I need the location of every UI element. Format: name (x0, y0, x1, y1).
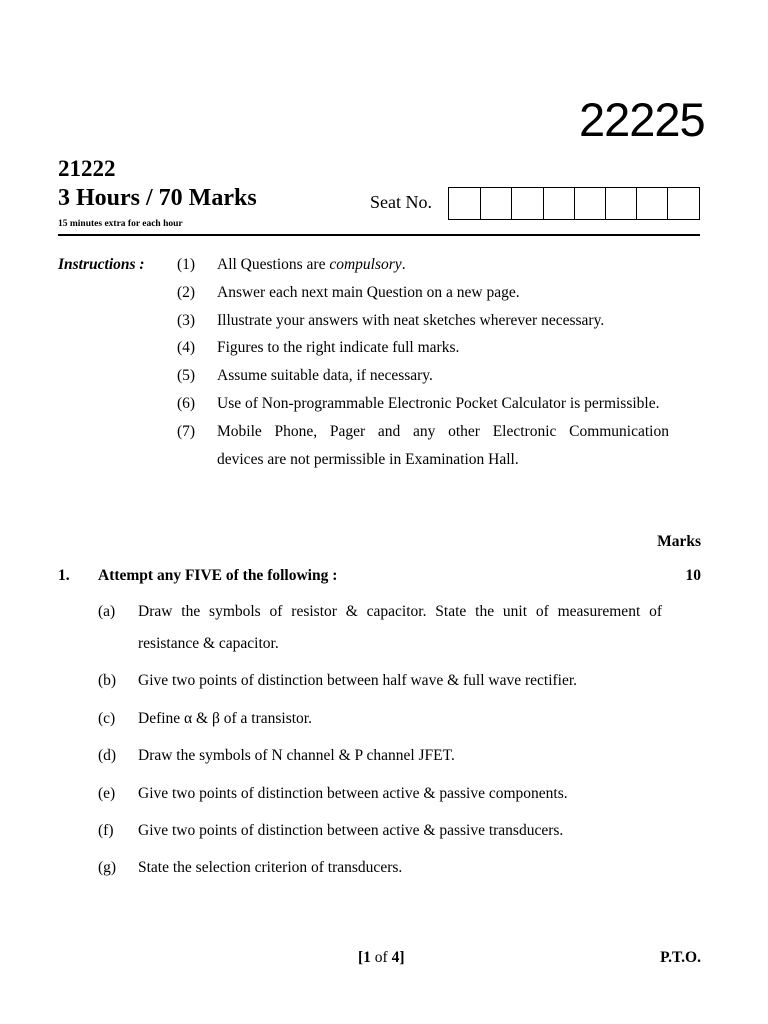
sub-question-text: Define α & β of a transistor. (138, 710, 312, 727)
sub-question-label: (e) (98, 785, 116, 802)
sub-question-label: (g) (98, 859, 117, 876)
instruction-text: Assume suitable data, if necessary. (217, 367, 433, 384)
instruction-text: Answer each next main Question on a new page. (217, 284, 520, 301)
seat-number-label: Seat No. (370, 192, 432, 212)
sub-question-label: (c) (98, 710, 116, 727)
instruction-text-part: . (401, 256, 406, 273)
page-indicator (358, 949, 405, 967)
instruction-number: (4) (177, 339, 196, 356)
seat-box (574, 188, 605, 219)
sub-question-text: Draw the symbols of resistor & capacitor. State the unit of measurement of (138, 603, 662, 620)
please-turn-over: P.T.O. (660, 949, 701, 966)
sub-question-text-continued: resistance & capacitor. (138, 635, 279, 652)
question-text: Attempt any FIVE of the following : (98, 567, 338, 584)
seat-box (543, 188, 574, 219)
sub-question-label: (f) (98, 822, 114, 839)
instruction-text: Mobile Phone, Pager and any other Electronic Communication (217, 423, 669, 440)
sub-question-text: Give two points of distinction between half wave & full wave rectifier. (138, 672, 578, 689)
instruction-number: (2) (177, 284, 196, 301)
seat-box (480, 188, 511, 219)
seat-box (449, 188, 480, 219)
page-total: 4 (391, 949, 400, 966)
sub-question-text: State the selection criterion of transducers. (138, 859, 403, 876)
marks-column-heading: Marks (657, 533, 701, 550)
question-marks: 10 (685, 567, 701, 584)
paper-code: 21222 (58, 156, 116, 181)
seat-box (636, 188, 667, 219)
page-bracket: ] (399, 949, 405, 966)
extra-time-note: 15 minutes extra for each hour (58, 219, 183, 229)
header-divider (58, 234, 700, 236)
sub-question-label: (d) (98, 747, 117, 764)
seat-number-boxes (448, 187, 700, 220)
page-current: 1 (363, 949, 371, 966)
sub-question-text: Give two points of distinction between active & passive transducers. (138, 822, 564, 839)
question-number: 1. (58, 567, 70, 584)
instruction-text-part: All Questions are (217, 256, 330, 273)
seat-box (605, 188, 636, 219)
sub-question-text: Draw the symbols of N channel & P channel JFET. (138, 747, 455, 764)
seat-box (511, 188, 542, 219)
instruction-text (217, 256, 406, 274)
instruction-text: Illustrate your answers with neat sketches wherever necessary. (217, 312, 605, 329)
instruction-text: Figures to the right indicate full marks. (217, 339, 460, 356)
sub-question-label: (b) (98, 672, 117, 689)
page-of: of (370, 949, 392, 966)
instructions-label: Instructions : (58, 256, 145, 273)
instruction-number: (7) (177, 423, 196, 440)
instruction-number: (1) (177, 256, 196, 273)
instruction-number: (3) (177, 312, 196, 329)
instruction-emphasis: compulsory (329, 256, 402, 273)
sub-question-text: Give two points of distinction between active & passive components. (138, 785, 568, 802)
sub-question-label: (a) (98, 603, 116, 620)
instruction-text-continued: devices are not permissible in Examination Hall. (217, 451, 519, 468)
seat-box (667, 188, 698, 219)
instruction-number: (6) (177, 395, 196, 412)
exam-duration: 3 Hours / 70 Marks (58, 185, 257, 211)
paper-code-large: 22225 (579, 93, 705, 146)
instruction-text: Use of Non-programmable Electronic Pocket Calculator is permissible. (217, 395, 660, 412)
page-bracket: [ (358, 949, 364, 966)
instruction-number: (5) (177, 367, 196, 384)
